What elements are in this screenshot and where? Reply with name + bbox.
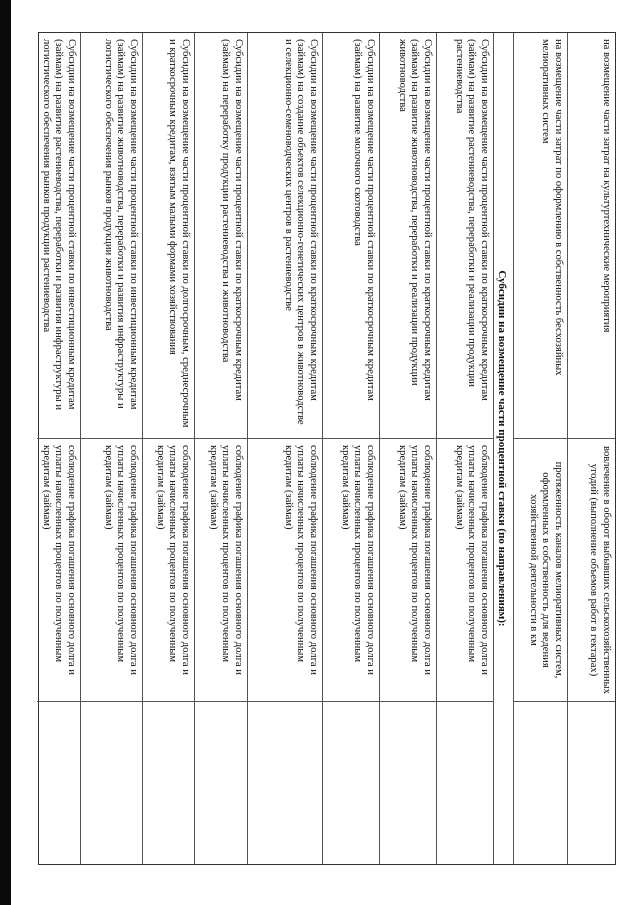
measure-cell: Субсидии на возмещение части процентной ставки по краткосрочным кредитам (займам) на развитие животноводства, переработки и реализации продукции животноводства <box>396 39 433 401</box>
table-row <box>81 33 143 864</box>
indicator-cell: соблюдение графика погашения основного долга и уплаты начисленных процентов по полученным кредитам (займам) <box>323 438 379 701</box>
measure-cell: Субсидии на возмещение части процентной ставки по инвестиционным кредитам (займам) на развитие растениеводства, переработки и развития инфраструктуры и логистического обеспечения рынков продукции растениеводства <box>40 39 77 411</box>
section-header-row <box>494 33 514 864</box>
value-cell <box>437 701 493 864</box>
indicator-cell: вовлечение в оборот выбывших сельскохозяйственных угодий (выполнение объемов работ в гектарах) <box>568 438 615 701</box>
value-cell <box>143 701 194 864</box>
table-row <box>514 33 568 864</box>
table-row <box>437 33 494 864</box>
indicator-cell: протяженность каналов мелиоративных систем, оформленных в собственность для ведения хозяйственной деятельности в км <box>514 438 567 701</box>
measure-cell: Субсидии на возмещение части процентной ставки по краткосрочным кредитам (займам) на развитие растениеводства, переработки и реализации продукции растениеводства <box>453 39 490 401</box>
value-cell <box>380 701 436 864</box>
table-row <box>143 33 195 864</box>
indicator-cell: соблюдение графика погашения основного долга и уплаты начисленных процентов по полученным кредитам (займам) <box>143 438 194 701</box>
value-cell <box>568 701 615 864</box>
value-cell <box>81 701 142 864</box>
section-header: Субсидии на возмещение части процентной ставки (по направлениям): <box>496 270 508 627</box>
indicator-cell: соблюдение графика погашения основного долга и уплаты начисленных процентов по полученным кредитам (займам) <box>81 438 142 701</box>
table-row <box>195 33 248 864</box>
measure-cell: на возмещение части затрат на культуртехнические мероприятия <box>601 39 612 333</box>
table-row <box>568 33 615 864</box>
value-cell <box>37 701 80 864</box>
table-row <box>323 33 380 864</box>
value-cell <box>248 701 322 864</box>
measure-cell: Субсидии на возмещение части процентной ставки по краткосрочным кредитам (займам) на создание объектов селекционно-генетических центров в животноводстве и селекционно-семеноводческих центров в растениеводстве <box>282 39 319 425</box>
scan-edge-bar <box>0 0 11 905</box>
rotated-table <box>38 32 616 865</box>
measure-cell: Субсидии на возмещение части процентной ставки по инвестиционным кредитам (займам) на развитие животноводства, переработки и развития инфраструктуры и логистического обеспечения рынков продукции животноводства <box>102 39 139 410</box>
table-row <box>248 33 323 864</box>
measure-cell: Субсидии на возмещение части процентной ставки по краткосрочным кредитам (займам) на переработку продукции растениеводства и животноводства <box>220 39 244 401</box>
table-row <box>380 33 437 864</box>
indicator-cell: соблюдение графика погашения основного долга и уплаты начисленных процентов по полученным кредитам (займам) <box>195 438 247 701</box>
measure-cell: Субсидии на возмещение части процентной ставки по долгосрочным, среднесрочным и краткосрочным кредитам, взятым малыми формами хозяйствования <box>167 39 191 428</box>
indicator-cell: соблюдение графика погашения основного долга и уплаты начисленных процентов по полученным кредитам (займам) <box>437 438 493 701</box>
indicator-cell: соблюдение графика погашения основного долга и уплаты начисленных процентов по полученным кредитам (займам) <box>380 438 436 701</box>
measure-cell: Субсидии на возмещение части процентной ставки по краткосрочным кредитам (займам) на развитие молочного скотоводства <box>352 39 376 401</box>
value-cell <box>323 701 379 864</box>
table-row <box>37 33 81 864</box>
measure-cell: на возмещение части затрат по оформлению в собственность бесхозяйных мелиоративных систем <box>540 39 564 376</box>
indicator-cell: соблюдение графика погашения основного долга и уплаты начисленных процентов по полученным кредитам (займам) <box>248 438 322 701</box>
indicator-cell: соблюдение графика погашения основного долга и уплаты начисленных процентов по полученным кредитам (займам) <box>37 438 80 701</box>
value-cell <box>195 701 247 864</box>
value-cell <box>514 701 567 864</box>
